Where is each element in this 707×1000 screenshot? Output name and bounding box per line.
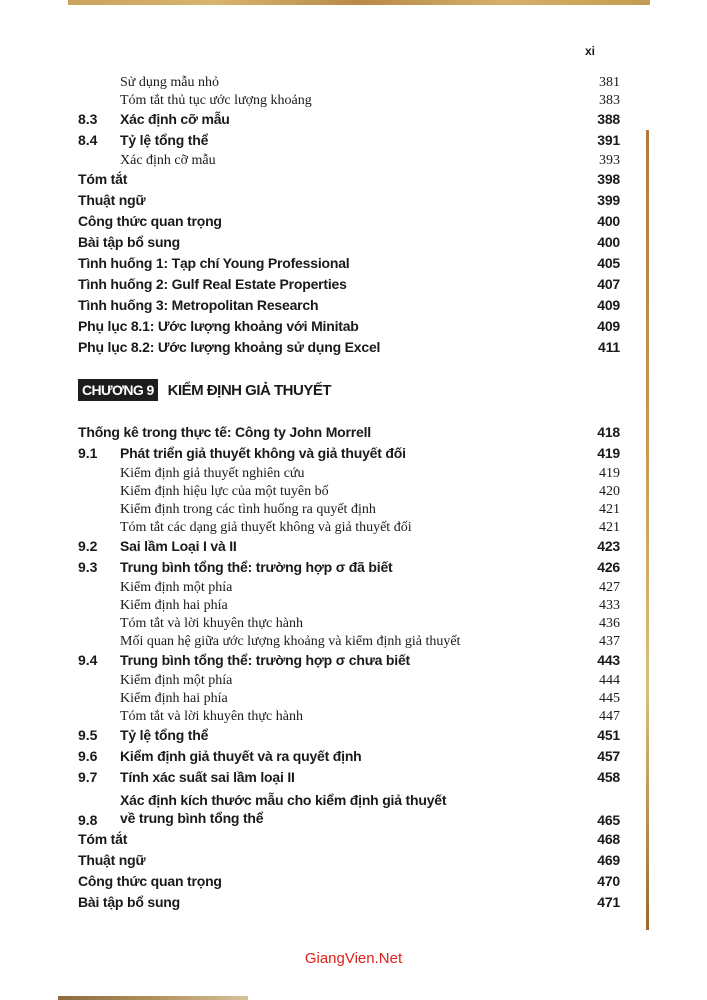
toc-entry[interactable]	[78, 770, 620, 791]
chapter-badge: CHƯƠNG 9	[78, 379, 158, 401]
toc-entry[interactable]	[78, 635, 620, 653]
entry-title: Kiểm định một phía	[120, 580, 233, 595]
section-number: 9.3	[78, 559, 98, 575]
page-ref: 407	[597, 276, 620, 292]
page-ref: 383	[599, 93, 620, 108]
page-ref: 468	[597, 831, 620, 847]
entry-title: Tình huống 1: Tạp chí Young Professional	[78, 255, 350, 271]
toc-entry[interactable]	[78, 133, 620, 154]
toc-entry[interactable]	[78, 617, 620, 635]
toc-entry[interactable]	[78, 298, 620, 319]
entry-title: Trung bình tổng thể: trường hợp σ đã biết	[120, 559, 393, 575]
page-ref: 399	[597, 192, 620, 208]
page-ref: 470	[597, 873, 620, 889]
entry-title: Tóm tắt thủ tục ước lượng khoảng	[120, 93, 312, 108]
toc-entry[interactable]	[78, 277, 620, 298]
toc-entry[interactable]	[78, 874, 620, 895]
entry-title: Kiểm định hiệu lực của một tuyên bố	[120, 484, 329, 499]
toc-entry[interactable]	[78, 94, 620, 112]
toc-entry[interactable]	[78, 599, 620, 617]
toc-entry[interactable]	[78, 76, 620, 94]
page-ref: 421	[599, 502, 620, 517]
entry-title: Phụ lục 8.1: Ước lượng khoảng với Minitab	[78, 318, 359, 334]
entry-title: Tóm tắt và lời khuyên thực hành	[120, 616, 303, 631]
page-ref: 405	[597, 255, 620, 271]
toc-entry[interactable]	[78, 154, 620, 172]
chapter-title: KIỂM ĐỊNH GIẢ THUYẾT	[167, 381, 331, 399]
entry-title: Bài tập bổ sung	[78, 234, 181, 250]
page-ref: 388	[597, 111, 620, 127]
toc-entry[interactable]	[78, 425, 620, 446]
entry-title: Kiểm định trong các tình huống ra quyết định	[120, 502, 376, 517]
entry-title: Tỷ lệ tổng thể	[120, 727, 209, 743]
page-number: xi	[585, 44, 596, 58]
chapter-heading	[78, 377, 620, 403]
entry-title-line1: Xác định kích thước mẫu cho kiểm định giả thuyết	[120, 792, 447, 808]
page-ref: 458	[597, 769, 620, 785]
page-ref: 419	[599, 466, 620, 481]
entry-title: Thuật ngữ	[78, 852, 146, 868]
watermark: GiangVien.Net	[304, 950, 403, 967]
section-number: 8.4	[78, 132, 98, 148]
section-number: 9.1	[78, 445, 98, 461]
entry-title: Kiểm định một phía	[120, 673, 233, 688]
toc-chapter-8-section	[78, 76, 620, 361]
entry-title: Phụ lục 8.2: Ước lượng khoảng sử dụng Excel	[78, 339, 381, 355]
toc-entry[interactable]	[78, 340, 620, 361]
entry-title: Tình huống 2: Gulf Real Estate Properties	[78, 276, 347, 292]
page-ref: 409	[597, 297, 620, 313]
entry-title: Kiểm định giả thuyết nghiên cứu	[120, 466, 305, 481]
section-number: 9.8	[78, 812, 98, 828]
page-bottom-edge	[58, 996, 248, 1000]
page-ref: 457	[597, 748, 620, 764]
entry-title: Tình huống 3: Metropolitan Research	[78, 297, 319, 313]
toc-entry[interactable]	[78, 832, 620, 853]
entry-title: Xác định cỡ mẫu	[120, 153, 216, 168]
toc-entry[interactable]	[78, 112, 620, 133]
entry-title: Sử dụng mẫu nhỏ	[120, 75, 219, 90]
section-number: 9.2	[78, 538, 98, 554]
toc-entry[interactable]	[78, 235, 620, 256]
toc-entry[interactable]	[78, 193, 620, 214]
page-ref: 393	[599, 153, 620, 168]
section-number: 8.3	[78, 111, 98, 127]
toc-entry[interactable]	[78, 467, 620, 485]
toc-entry[interactable]	[78, 560, 620, 581]
page-ref: 444	[599, 673, 620, 688]
entry-title: Tóm tắt	[78, 171, 128, 187]
toc-entry[interactable]	[78, 256, 620, 277]
page-ref: 400	[597, 234, 620, 250]
page-ref: 391	[597, 132, 620, 148]
entry-title: Phát triển giả thuyết không và giả thuyết đối	[120, 445, 406, 461]
page-ref: 445	[599, 691, 620, 706]
entry-title: Xác định cỡ mẫu	[120, 111, 230, 127]
page-ref: 409	[597, 318, 620, 334]
page-ref: 471	[597, 894, 620, 910]
table-of-contents	[78, 76, 620, 916]
entry-title: Tóm tắt	[78, 831, 128, 847]
entry-title: Thống kê trong thực tế: Công ty John Morrell	[78, 424, 371, 440]
page-ref: 443	[597, 652, 620, 668]
entry-title: Sai lầm Loại I và II	[120, 538, 237, 554]
entry-title: Trung bình tổng thể: trường hợp σ chưa biết	[120, 652, 411, 668]
toc-entry[interactable]	[78, 581, 620, 599]
toc-entry[interactable]	[78, 749, 620, 770]
toc-entry[interactable]	[78, 791, 620, 827]
toc-entry[interactable]	[78, 446, 620, 467]
toc-entry[interactable]	[78, 692, 620, 710]
entry-title: Kiểm định giả thuyết và ra quyết định	[120, 748, 362, 764]
toc-entry[interactable]	[78, 710, 620, 728]
section-number: 9.7	[78, 769, 98, 785]
toc-entry[interactable]	[78, 521, 620, 539]
section-number: 9.6	[78, 748, 98, 764]
toc-entry[interactable]	[78, 895, 620, 916]
toc-entry[interactable]	[78, 319, 620, 340]
page-ref: 465	[597, 812, 620, 828]
entry-title	[120, 791, 580, 827]
toc-entry[interactable]	[78, 214, 620, 235]
page-ref: 469	[597, 852, 620, 868]
page-ref: 433	[599, 598, 620, 613]
entry-title: Kiểm định hai phía	[120, 598, 228, 613]
entry-title-line2: về trung bình tổng thể	[120, 810, 264, 826]
page-ref: 381	[599, 75, 620, 90]
page-ref: 427	[599, 580, 620, 595]
page-ref: 421	[599, 520, 620, 535]
page-ref: 420	[599, 484, 620, 499]
section-number: 9.5	[78, 727, 98, 743]
entry-title: Tính xác suất sai lầm loại II	[120, 769, 295, 785]
page-ref: 418	[597, 424, 620, 440]
toc-entry[interactable]	[78, 485, 620, 503]
page-top-edge	[68, 0, 650, 5]
page-right-edge	[646, 130, 649, 930]
entry-title: Tỷ lệ tổng thể	[120, 132, 209, 148]
toc-entry[interactable]	[78, 539, 620, 560]
entry-title: Thuật ngữ	[78, 192, 146, 208]
page-ref: 400	[597, 213, 620, 229]
toc-entry[interactable]	[78, 503, 620, 521]
page-ref: 451	[597, 727, 620, 743]
section-number: 9.4	[78, 652, 98, 668]
entry-title: Kiểm định hai phía	[120, 691, 228, 706]
page-ref: 447	[599, 709, 620, 724]
page-ref: 436	[599, 616, 620, 631]
toc-chapter-9-section	[78, 425, 620, 916]
toc-entry[interactable]	[78, 653, 620, 674]
page-ref: 419	[597, 445, 620, 461]
entry-title: Công thức quan trọng	[78, 213, 222, 229]
page-ref: 411	[598, 339, 620, 355]
entry-title: Tóm tắt các dạng giả thuyết không và giả thuyết đối	[120, 520, 412, 535]
page-ref: 426	[597, 559, 620, 575]
entry-title: Mối quan hệ giữa ước lượng khoảng và kiểm định giả thuyết	[120, 634, 461, 649]
toc-entry[interactable]	[78, 853, 620, 874]
entry-title: Bài tập bổ sung	[78, 894, 181, 910]
entry-title: Công thức quan trọng	[78, 873, 222, 889]
page-ref: 423	[597, 538, 620, 554]
toc-entry[interactable]	[78, 728, 620, 749]
page-ref: 437	[599, 634, 620, 649]
toc-entry[interactable]	[78, 674, 620, 692]
page-ref: 398	[597, 171, 620, 187]
entry-title: Tóm tắt và lời khuyên thực hành	[120, 709, 303, 724]
toc-entry[interactable]	[78, 172, 620, 193]
